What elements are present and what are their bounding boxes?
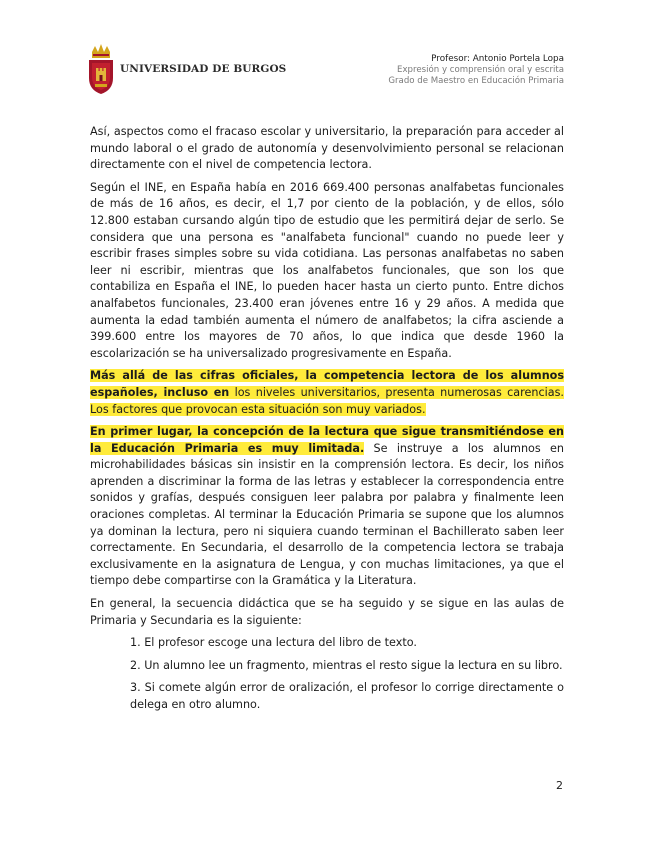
paragraph: Según el INE, en España había en 2016 669.400 personas analfabetas funcionales de más de 16 años, es decir, el 1,7 por ciento de la población, y de ellos, sólo 12.800 estaban cursando algún tipo de estudio que les permitirá dejar de serlo. Se considera que una persona es "analfabeta funcional" cuando no puede leer y escribir frases simples sobre su vida cotidiana. Las personas analfabetas no saben leer ni escribir, mientras que los analfabetos funcionales, que son los que contabiliza en España el INE, lo pueden hacer hasta un cierto punto. Entre dichos analfabetos funcionales, 23.400 eran jóvenes entre 16 y 29 años. A medida que aumenta la edad también aumenta el número de analfabetos; la cifra asciende a 399.600 entre los mayores de 70 años, lo que indica que desde 1960 la escolarización se ha universalizado progresivamente en España. bbox=[90, 180, 564, 360]
highlighted-paragraph bbox=[90, 368, 564, 418]
paragraph: En general, la secuencia didáctica que se ha seguido y se sigue en las aulas de Primaria y Secundaria es la siguiente: bbox=[90, 597, 564, 627]
highlight-bold-text: En primer lugar, la concepción de la lectura que sigue transmitiéndose en la Educación Primaria es muy limitada. bbox=[90, 425, 564, 455]
subject-name: Expresión y comprensión oral y escrita bbox=[397, 65, 564, 75]
highlight-bold-text: Más allá de las cifras oficiales, la competencia lectora de los alumnos españoles, incluso en bbox=[90, 369, 564, 399]
paragraph bbox=[90, 424, 564, 590]
highlight-text: los niveles universitarios, presenta numerosas carencias. Los factores que provocan esta situación son muy variados. bbox=[90, 385, 564, 416]
degree-name: Grado de Maestro en Educación Primaria bbox=[388, 76, 564, 86]
numbered-list bbox=[90, 635, 564, 713]
header-info bbox=[388, 54, 564, 87]
university-crest-logo bbox=[86, 44, 116, 96]
paragraph-text: Se instruye a los alumnos en microhabilidades básicas sin insistir en la comprensión lectora. Es decir, los niños aprenden a discriminar la forma de las letras y establecer la correspondencia entre sonidos y grafías, después consiguen leer palabra por palabra y finalmente leen oraciones completas. Al terminar la Educación Primaria se supone que los alumnos ya dominan la lectura, pero ni siquiera cuando terminan el Bachillerato saben leer correctamente. En Secundaria, el desarrollo de la competencia lectora se trabaja exclusivamente en la asignatura de Lengua, y con muchas limitaciones, ya que el tiempo debe compartirse con la Gramática y la Literatura. bbox=[90, 441, 564, 588]
university-name: UNIVERSIDAD DE BURGOS bbox=[120, 63, 287, 75]
professor-name: Profesor: Antonio Portela Lopa bbox=[431, 54, 564, 64]
document-body bbox=[90, 124, 564, 720]
paragraph: Así, aspectos como el fracaso escolar y universitario, la preparación para acceder al mundo laboral o el grado de autonomía y desenvolvimiento personal se relacionan directamente con el nivel de competencia lectora. bbox=[90, 125, 564, 172]
page-number: 2 bbox=[556, 779, 563, 792]
list-item: 2. Un alumno lee un fragmento, mientras el resto sigue la lectura en su libro. bbox=[130, 658, 563, 672]
list-item: 1. El profesor escoge una lectura del libro de texto. bbox=[130, 636, 417, 650]
list-item: 3. Si comete algún error de oralización, el profesor lo corrige directamente o delega en otro alumno. bbox=[130, 681, 564, 711]
